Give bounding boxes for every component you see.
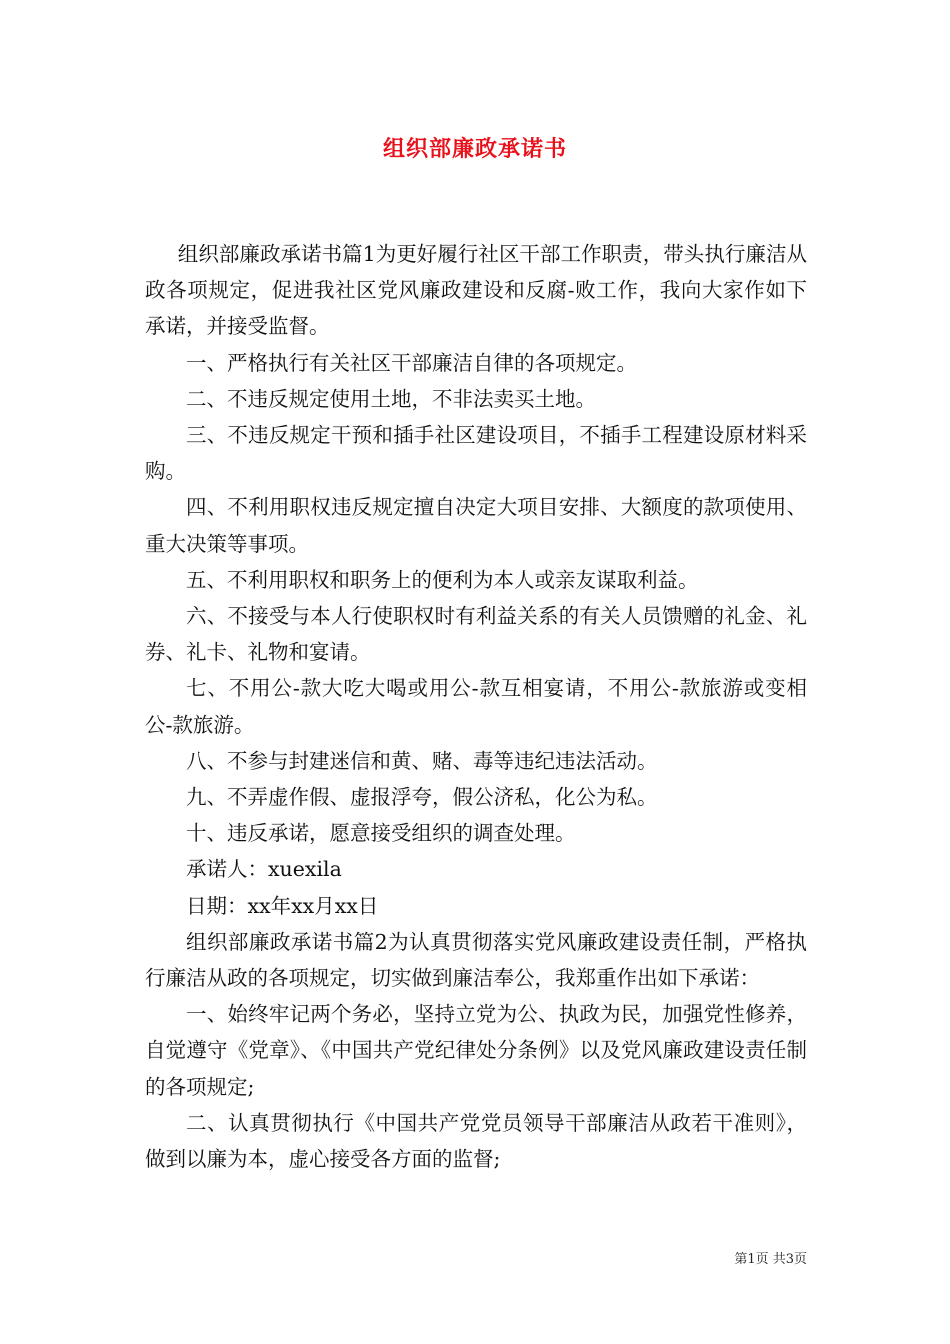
paragraph: 三、不违反规定干预和插手社区建设项目，不插手工程建设原材料采购。 bbox=[145, 423, 807, 484]
paragraph: 七、不用公-款大吃大喝或用公-款互相宴请，不用公-款旅游或变相公-款旅游。 bbox=[145, 676, 807, 737]
date-line: 日期：xx年xx月xx日 bbox=[186, 893, 379, 918]
paragraph: 五、不利用职权和职务上的便利为本人或亲友谋取利益。 bbox=[186, 567, 699, 592]
paragraph: 一、始终牢记两个务必，坚持立党为公、执政为民，加强党性修养，自觉遵守《党章》、《中国共产党纪律处分条例》以及党风廉政建设责任制的各项规定; bbox=[145, 1002, 807, 1099]
paragraph: 二、认真贯彻执行《中国共产党党员领导干部廉洁从政若干准则》，做到以廉为本，虚心接受各方面的监督; bbox=[145, 1110, 807, 1172]
document-body bbox=[145, 236, 807, 1177]
paragraph: 十、违反承诺，愿意接受组织的调查处理。 bbox=[186, 821, 576, 846]
paragraph: 组织部廉政承诺书篇1为更好履行社区干部工作职责，带头执行廉洁从政各项规定，促进我社区党风廉政建设和反腐-败工作，我向大家作如下承诺，并接受监督。 bbox=[145, 242, 807, 339]
paragraph: 组织部廉政承诺书篇2为认真贯彻落实党风廉政建设责任制，严格执行廉洁从政的各项规定，切实做到廉洁奉公，我郑重作出如下承诺： bbox=[145, 929, 807, 991]
document-title: 组织部廉政承诺书 bbox=[382, 136, 567, 162]
paragraph: 四、不利用职权违反规定擅自决定大项目安排、大额度的款项使用、重大决策等事项。 bbox=[145, 495, 807, 556]
signatory-line: 承诺人：xuexila bbox=[186, 857, 342, 882]
paragraph: 六、不接受与本人行使职权时有利益关系的有关人员馈赠的礼金、礼券、礼卡、礼物和宴请。 bbox=[145, 604, 807, 665]
paragraph: 八、不参与封建迷信和黄、赌、毒等违纪违法活动。 bbox=[186, 748, 658, 773]
page-number: 第1页 共3页 bbox=[734, 1252, 807, 1267]
paragraph: 一、严格执行有关社区干部廉洁自律的各项规定。 bbox=[186, 350, 637, 375]
paragraph: 九、不弄虚作假、虚报浮夸，假公济私，化公为私。 bbox=[186, 785, 658, 810]
paragraph: 二、不违反规定使用土地，不非法卖买土地。 bbox=[186, 386, 596, 411]
